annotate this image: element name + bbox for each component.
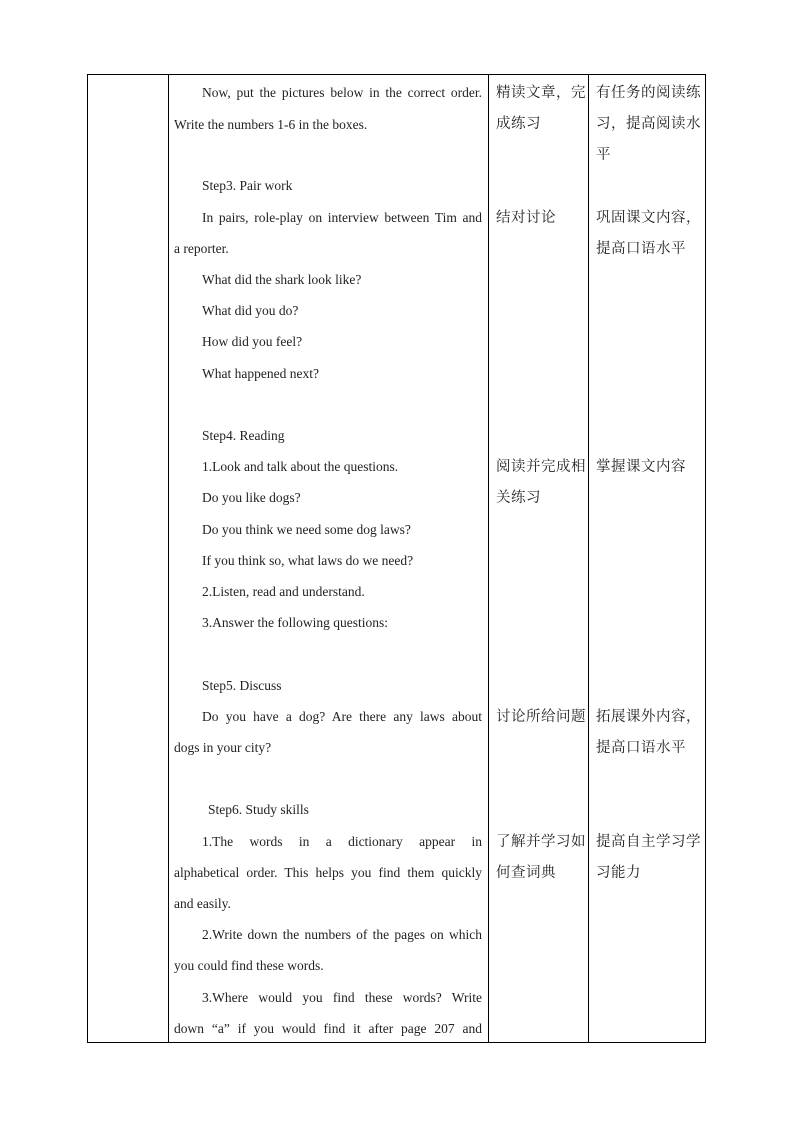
- activity-c-line1: 阅读并完成相: [496, 459, 586, 475]
- step6-item1-line2: alphabetical order. This helps you find them quickly: [174, 865, 482, 880]
- question-3: How did you feel?: [202, 334, 303, 349]
- design-intent-column: [588, 75, 706, 1042]
- activity-a-line2: 成练习: [496, 116, 541, 132]
- intent-d-line1: 拓展课外内容，: [596, 709, 701, 725]
- intent-a-line2: 习，提高阅读水: [596, 116, 701, 132]
- step5-title: Step5. Discuss: [202, 678, 282, 693]
- student-activity-column: [488, 75, 586, 1042]
- empty-first-column: [88, 75, 168, 1042]
- step3-text-line2: a reporter.: [174, 241, 229, 256]
- intent-c-line1: 掌握课文内容: [596, 459, 686, 475]
- activity-b-line1: 结对讨论: [496, 210, 556, 226]
- activity-c-line2: 关练习: [496, 490, 541, 506]
- lesson-plan-table: [87, 74, 706, 1043]
- intent-e-line2: 习能力: [596, 865, 641, 881]
- step3-title: Step3. Pair work: [202, 178, 293, 193]
- question-2: What did you do?: [202, 303, 299, 318]
- step6-item1-line1: 1.The words in a dictionary appear in: [202, 834, 482, 849]
- question-4: What happened next?: [202, 366, 319, 381]
- intent-a-line1: 有任务的阅读练: [596, 85, 701, 101]
- activity-a-line1: 精读文章，完: [496, 85, 586, 101]
- step4-question-3: If you think so, what laws do we need?: [202, 553, 414, 568]
- activity-d-line1: 讨论所给问题: [496, 709, 586, 725]
- step6-item1-line3: and easily.: [174, 896, 231, 911]
- order-instruction-line2: Write the numbers 1-6 in the boxes.: [174, 117, 368, 132]
- step4-item-2: 2.Listen, read and understand.: [202, 584, 365, 599]
- step5-text-line1: Do you have a dog? Are there any laws about: [202, 709, 482, 724]
- activity-e-line1: 了解并学习如: [496, 834, 586, 850]
- step4-item-3: 3.Answer the following questions:: [202, 615, 388, 630]
- intent-d-line2: 提高口语水平: [596, 740, 686, 756]
- step6-title: Step6. Study skills: [208, 802, 309, 817]
- intent-b-line1: 巩固课文内容，: [596, 210, 701, 226]
- step4-item-1: 1.Look and talk about the questions.: [202, 459, 399, 474]
- intent-a-line3: 平: [596, 147, 611, 163]
- step5-text-line2: dogs in your city?: [174, 740, 272, 755]
- step3-text-line1: In pairs, role-play on interview between Tim and: [202, 210, 482, 225]
- step4-question-2: Do you think we need some dog laws?: [202, 522, 411, 537]
- order-instruction-line1: Now, put the pictures below in the correct order.: [202, 85, 482, 100]
- step6-item3-line2: down “a” if you would find it after page 207 and: [174, 1021, 482, 1036]
- step6-item2-line2: you could find these words.: [174, 958, 324, 973]
- activity-e-line2: 何查词典: [496, 865, 556, 881]
- step6-item2-line1: 2.Write down the numbers of the pages on which: [202, 927, 482, 942]
- step4-title: Step4. Reading: [202, 428, 285, 443]
- step6-item3-line1: 3.Where would you find these words? Write: [202, 990, 482, 1005]
- intent-e-line1: 提高自主学习学: [596, 834, 701, 850]
- step4-question-1: Do you like dogs?: [202, 490, 301, 505]
- intent-b-line2: 提高口语水平: [596, 241, 686, 257]
- question-1: What did the shark look like?: [202, 272, 362, 287]
